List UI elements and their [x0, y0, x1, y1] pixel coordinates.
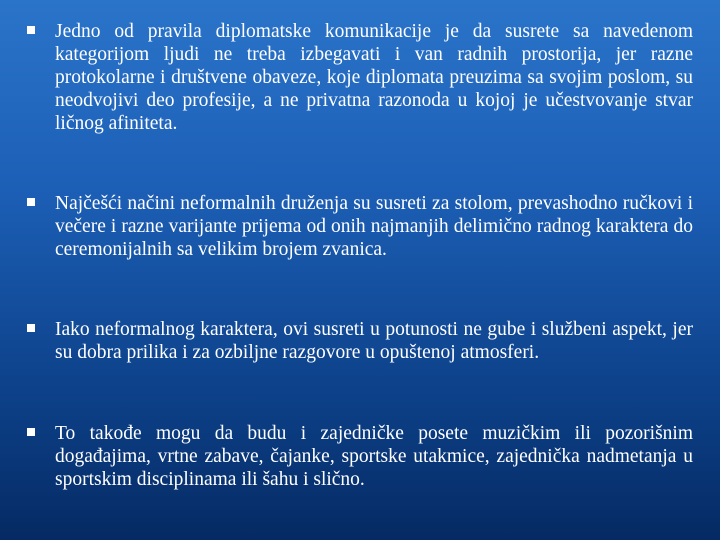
square-bullet-icon [27, 26, 35, 34]
bullet-item [27, 20, 693, 135]
bullet-item [27, 422, 693, 491]
bullet-text: Iako neformalnog karaktera, ovi susreti u potunosti ne gube i službeni aspekt, jer su dobra prilika i za ozbiljne razgovore u opuštenoj atmosferi. [55, 319, 693, 363]
bullet-item [27, 192, 693, 261]
bullet-item [27, 318, 693, 364]
bullet-text: Najčešći načini neformalnih druženja su susreti za stolom, prevashodno ručkovi i večere i razne varijante prijema od onih najmanjih delimično radnog karaktera do ceremonijalnih sa velikim brojem zvanica. [55, 193, 693, 260]
square-bullet-icon [27, 324, 35, 332]
square-bullet-icon [27, 198, 35, 206]
bullet-text: To takođe mogu da budu i zajedničke posete muzičkim ili pozorišnim događajima, vrtne zabave, čajanke, sportske utakmice, zajednička nadmetanja u sportskim disciplinama ili šahu i slično. [55, 423, 693, 490]
bullet-text: Jedno od pravila diplomatske komunikacije je da susrete sa navedenom kategorijom ljudi ne treba izbegavati i van radnih prostorija, jer razne protokolarne i društvene obaveze, koje diplomata preuzima sa svojim poslom, su neodvojivi deo profesije, a ne privatna razonoda u kojoj je učestvovanje stvar ličnog afiniteta. [55, 21, 693, 134]
square-bullet-icon [27, 428, 35, 436]
